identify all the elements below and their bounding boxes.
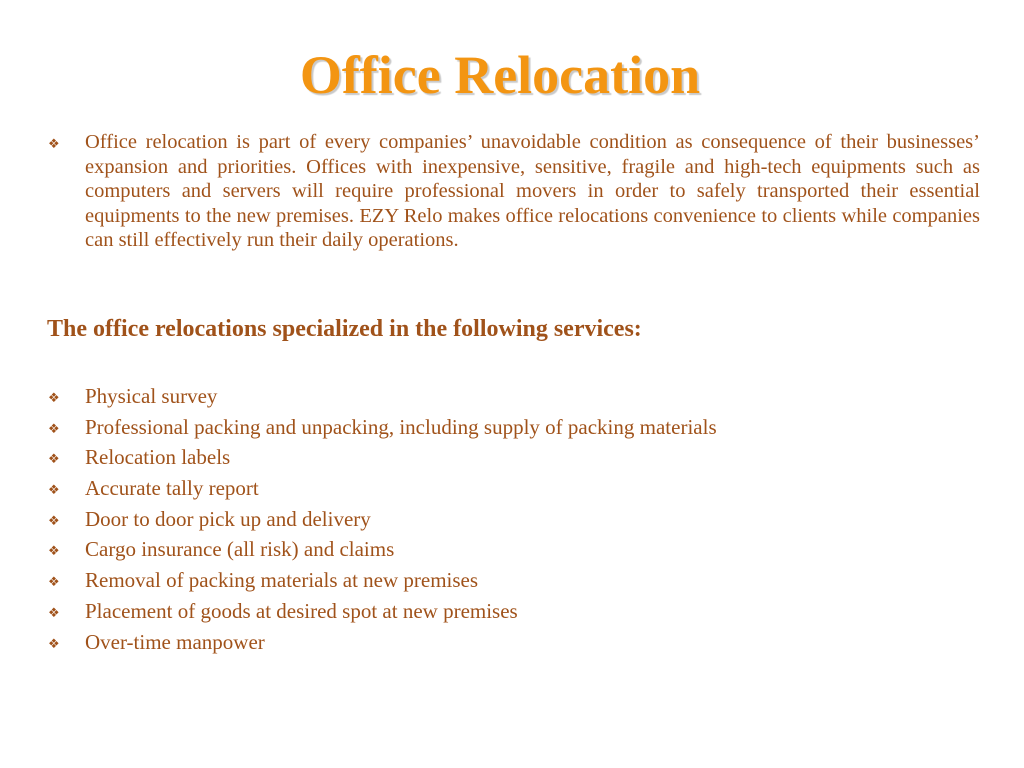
list-item (48, 475, 980, 506)
intro-paragraph (48, 130, 980, 253)
service-label: Accurate tally report (85, 476, 259, 501)
service-label: Professional packing and unpacking, including supply of packing materials (85, 414, 717, 439)
list-item (48, 383, 980, 414)
list-item (48, 506, 980, 537)
diamond-bullet-icon: ❖ (48, 543, 60, 559)
services-list (48, 383, 980, 659)
diamond-bullet-icon: ❖ (48, 136, 60, 151)
service-label: Door to door pick up and delivery (85, 506, 371, 531)
service-label: Cargo insurance (all risk) and claims (85, 537, 395, 562)
diamond-bullet-icon: ❖ (48, 420, 60, 436)
service-label: Relocation labels (85, 445, 231, 470)
list-item (48, 414, 980, 445)
list-item (48, 567, 980, 598)
services-heading: The office relocations specialized in the following services: (47, 316, 642, 342)
slide-title: Office Relocation (299, 45, 701, 105)
intro-text: Office relocation is part of every companies’ unavoidable condition as consequence of their businesses’ expansion and priorities. Offices with inexpensive, sensitive, fragile and high-tech equipments such as computers and servers will require professional movers in order to safely transported their essential equipments to the new premises. EZY Relo makes office relocations convenience to clients while companies can still effectively run their daily operations. (85, 131, 980, 252)
diamond-bullet-icon: ❖ (48, 451, 60, 467)
service-label: Over-time manpower (85, 629, 265, 654)
diamond-bullet-icon: ❖ (48, 512, 60, 528)
service-label: Placement of goods at desired spot at new premises (85, 598, 518, 623)
diamond-bullet-icon: ❖ (48, 482, 60, 498)
list-item (48, 444, 980, 475)
diamond-bullet-icon: ❖ (48, 390, 60, 405)
list-item (48, 629, 980, 660)
service-label: Removal of packing materials at new premises (85, 568, 479, 593)
list-item (48, 598, 980, 629)
diamond-bullet-icon: ❖ (48, 635, 60, 651)
diamond-bullet-icon: ❖ (48, 574, 60, 590)
service-label: Physical survey (85, 384, 218, 408)
diamond-bullet-icon: ❖ (48, 604, 60, 620)
list-item (48, 536, 980, 567)
